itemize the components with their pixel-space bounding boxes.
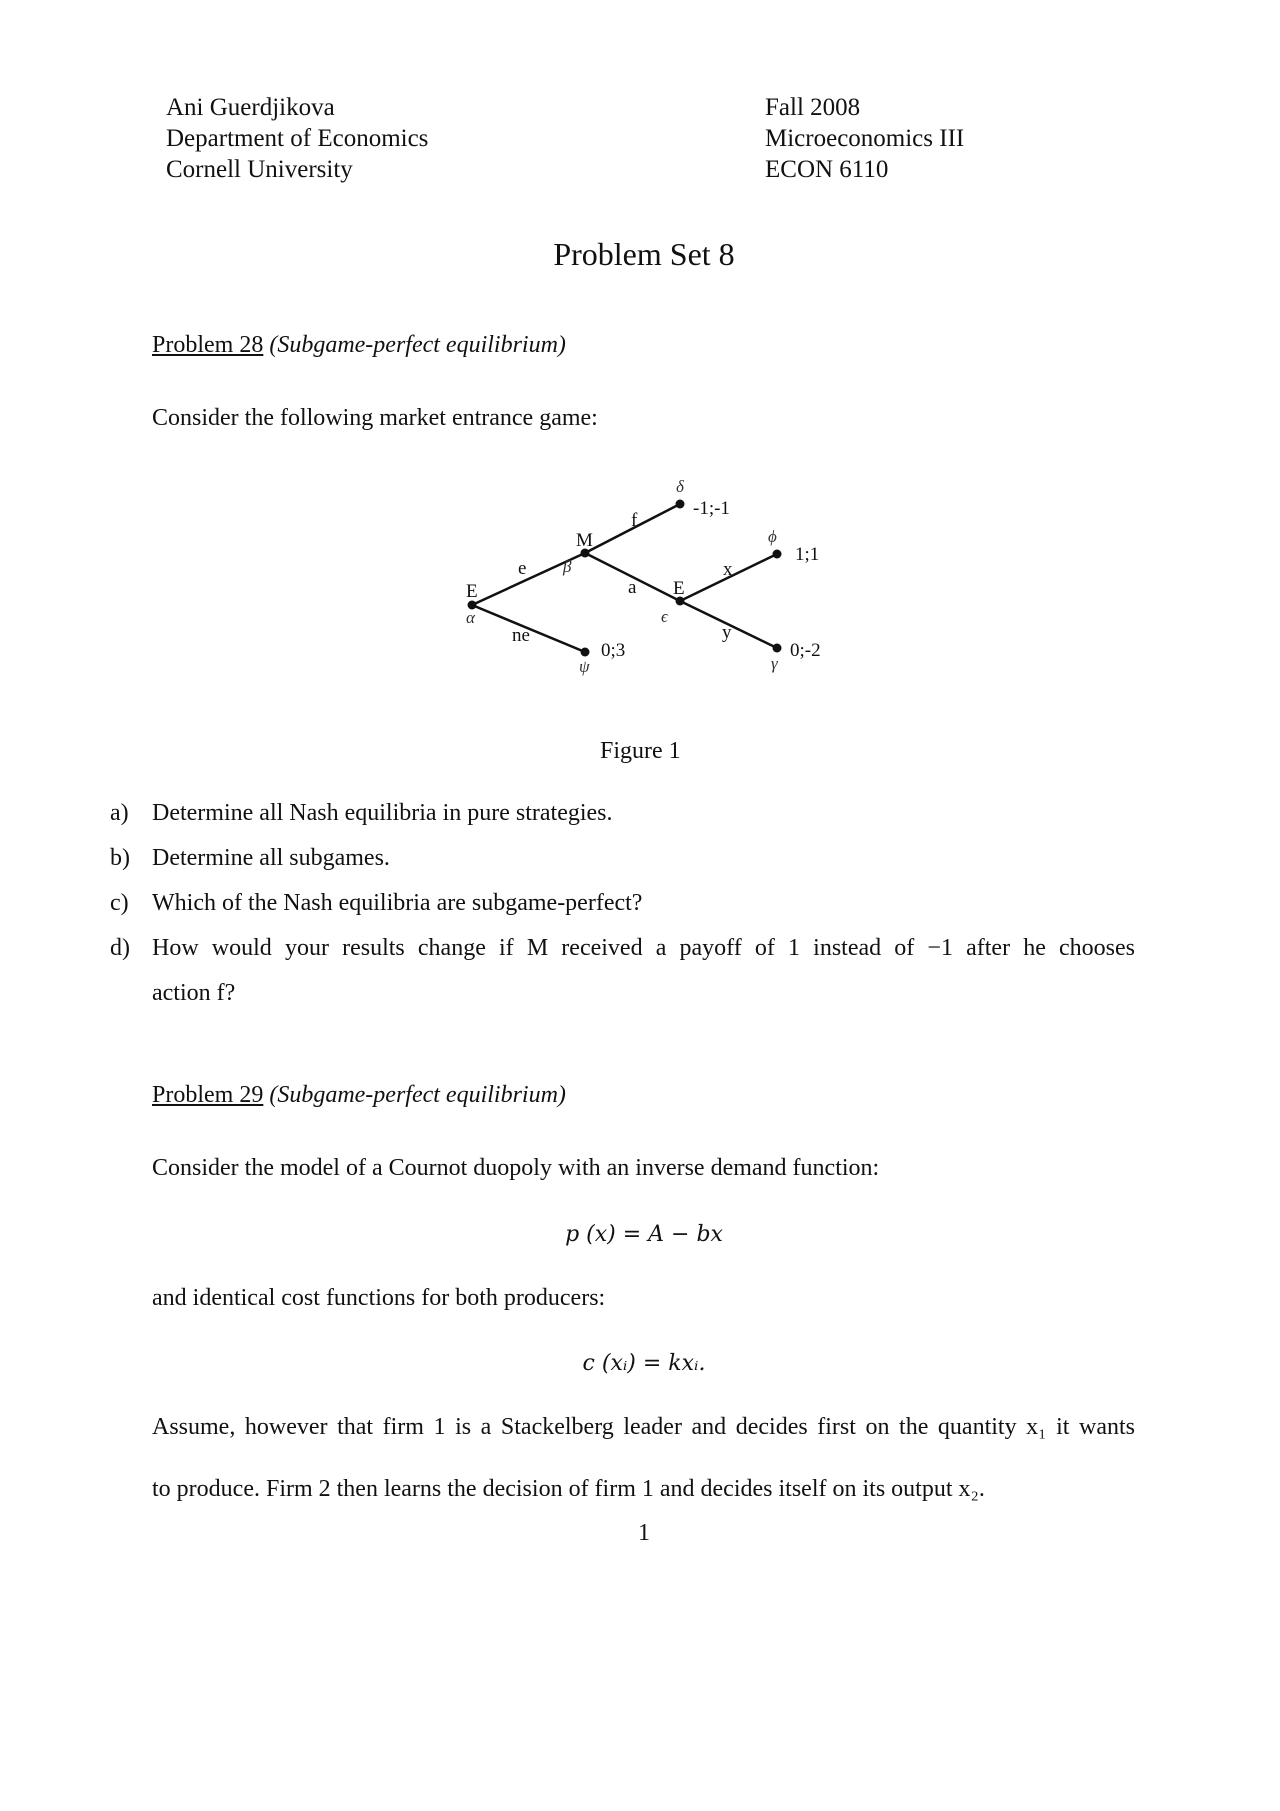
label-player-e-second: E [673, 578, 685, 599]
label-action-ne: ne [512, 625, 530, 646]
label-action-x: x [723, 559, 733, 580]
game-tree-figure [0, 0, 1280, 760]
problem-29-heading [152, 1082, 566, 1109]
problem-29-paragraph-line-2: to produce. Firm 2 then learns the decision of firm 1 and decides itself on its output x₂. [152, 1476, 985, 1502]
problem-28-number: Problem 28 [152, 332, 264, 358]
question-c [110, 890, 1135, 920]
label-action-a: a [628, 577, 637, 598]
problem-29-intro: Consider the model of a Cournot duopoly with an inverse demand function: [152, 1155, 880, 1181]
problem-29-subtitle: (Subgame-perfect equilibrium) [269, 1082, 566, 1108]
terminal-f [676, 500, 685, 509]
term: Fall 2008 [765, 94, 861, 121]
payoff-ne: 0;3 [601, 640, 626, 661]
equation-demand: p (x) = A − bx [565, 1222, 723, 1247]
label-action-y: y [722, 622, 732, 643]
course-name: Microeconomics III [765, 125, 965, 152]
symbol-alpha: α [466, 608, 475, 627]
label-player-e-root: E [466, 581, 478, 602]
question-d-line-1: How would your results change if M received a payoff of 1 instead of −1 after he chooses [152, 935, 1135, 961]
question-d [110, 935, 1135, 1015]
course-code: ECON 6110 [765, 156, 889, 183]
page-title: Problem Set 8 [553, 236, 735, 272]
symbol-gamma: γ [771, 654, 778, 673]
equation-cost: c (xᵢ) = kxᵢ. [582, 1351, 706, 1376]
payoff-x: 1;1 [795, 544, 820, 565]
terminal-y [773, 644, 782, 653]
symbol-delta: δ [676, 477, 684, 496]
symbol-beta: β [563, 557, 572, 576]
question-b-label: b) [110, 845, 130, 871]
question-a-label: a) [110, 800, 129, 826]
question-b [110, 845, 1135, 875]
label-action-f: f [631, 510, 638, 531]
question-a-text: Determine all Nash equilibria in pure strategies. [152, 800, 613, 826]
question-d-line-2: action f? [152, 980, 236, 1006]
problem-29-cost-text: and identical cost functions for both producers: [152, 1285, 606, 1311]
figure-caption: Figure 1 [600, 738, 681, 764]
author-name: Ani Guerdjikova [166, 94, 335, 121]
payoff-f: -1;-1 [693, 498, 730, 519]
symbol-phi: ϕ [768, 527, 777, 546]
payoff-y: 0;-2 [790, 640, 821, 661]
label-player-m: M [576, 530, 593, 551]
problem-28-intro: Consider the following market entrance game: [152, 405, 598, 431]
university: Cornell University [166, 156, 353, 183]
page-number: 1 [638, 1520, 650, 1546]
question-b-text: Determine all subgames. [152, 845, 390, 871]
terminal-ne [581, 648, 590, 657]
question-c-label: c) [110, 890, 129, 916]
symbol-psi: ψ [579, 657, 590, 676]
symbol-epsilon: ϵ [661, 607, 668, 626]
label-action-e: e [518, 558, 527, 579]
department: Department of Economics [166, 125, 429, 152]
problem-28-subtitle: (Subgame-perfect equilibrium) [269, 332, 566, 358]
question-a [110, 800, 1135, 830]
question-d-label: d) [110, 935, 130, 961]
problem-29-paragraph-line-1: Assume, however that firm 1 is a Stackelberg leader and decides first on the quantity x₁ it wants [152, 1414, 1135, 1440]
question-c-text: Which of the Nash equilibria are subgame-perfect? [152, 890, 643, 916]
problem-29-number: Problem 29 [152, 1082, 264, 1108]
terminal-x [773, 550, 782, 559]
